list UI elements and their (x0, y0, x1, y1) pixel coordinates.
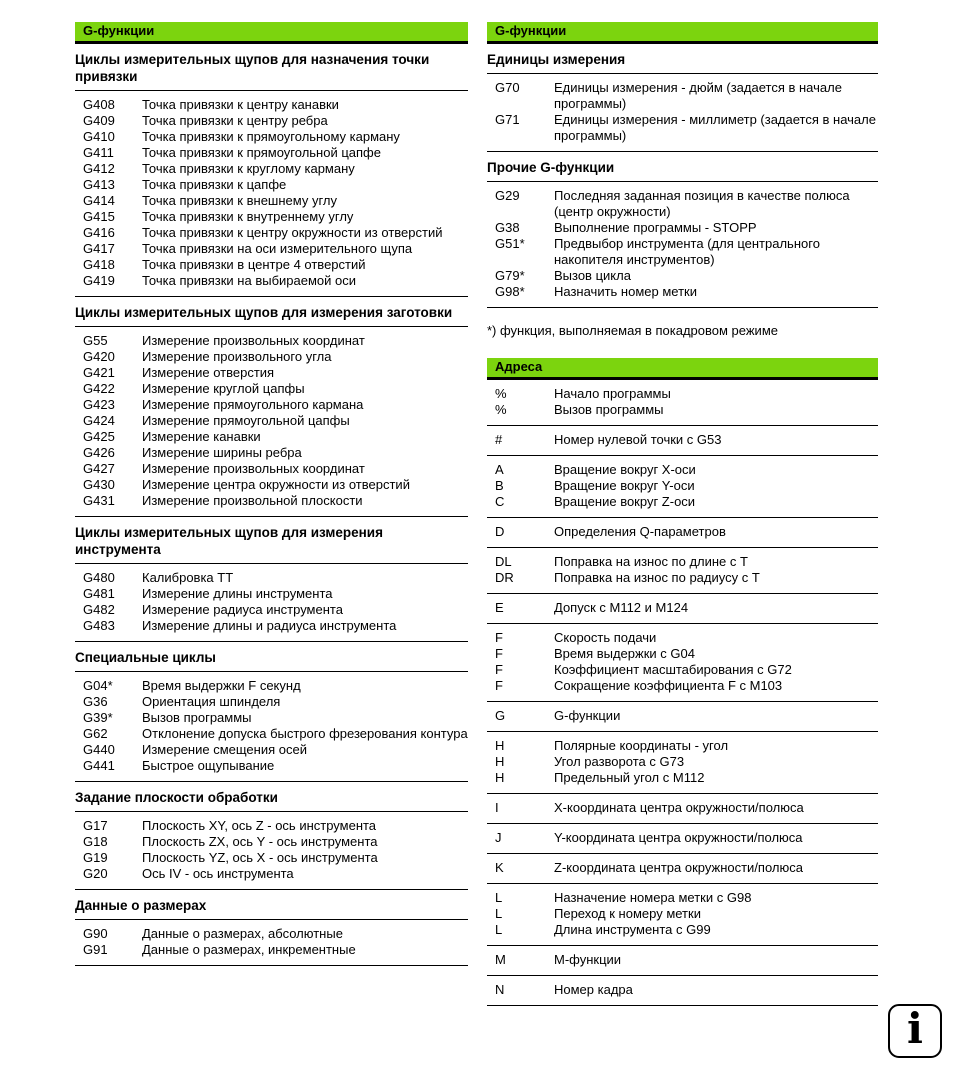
code-cell: G482 (83, 602, 115, 617)
table-row (487, 678, 878, 694)
table-row (75, 570, 468, 586)
description-cell: Ориентация шпинделя (142, 694, 281, 709)
code-cell: I (495, 800, 499, 815)
description-cell: Предвыбор инструмента (для центрального накопителя инструментов) (554, 236, 820, 267)
table-row (487, 478, 878, 494)
code-cell: G29 (495, 188, 520, 203)
description-cell: Последняя заданная позиция в качестве полюса (центр окружности) (554, 188, 850, 219)
table-row (75, 397, 468, 413)
code-cell: C (495, 494, 505, 509)
description-cell: Вращение вокруг Y-оси (554, 478, 695, 493)
description-cell: Вращение вокруг X-оси (554, 462, 696, 477)
group-heading: Единицы измерения (487, 44, 878, 74)
description-cell: Вызов программы (142, 710, 252, 725)
section-banner: G-функции (487, 22, 878, 44)
table-row (75, 225, 468, 241)
description-cell: Измерение круглой цапфы (142, 381, 305, 396)
description-cell: Вращение вокруг Z-оси (554, 494, 696, 509)
code-table (75, 564, 468, 642)
table-row (75, 758, 468, 774)
code-cell: G19 (83, 850, 108, 865)
table-row (75, 381, 468, 397)
table-row (487, 402, 878, 418)
description-cell: Измерение радиуса инструмента (142, 602, 343, 617)
table-row (75, 161, 468, 177)
description-cell: Измерение отверстия (142, 365, 275, 380)
code-table (487, 732, 878, 794)
description-cell: M-функции (554, 952, 622, 967)
table-row (487, 800, 878, 816)
description-cell: X-координата центра окружности/полюса (554, 800, 804, 815)
code-table (487, 518, 878, 548)
left-column (75, 22, 468, 966)
description-cell: Измерение смещения осей (142, 742, 307, 757)
table-row (487, 922, 878, 938)
code-cell: E (495, 600, 504, 615)
table-row (487, 570, 878, 586)
table-row (487, 386, 878, 402)
table-row (487, 188, 878, 220)
code-cell: G90 (83, 926, 108, 941)
description-cell: Точка привязки к внутреннему углу (142, 209, 354, 224)
code-cell: F (495, 646, 503, 661)
code-cell: G415 (83, 209, 115, 224)
code-cell: N (495, 982, 505, 997)
description-cell: Время выдержки F секунд (142, 678, 301, 693)
description-cell: Угол разворота с G73 (554, 754, 685, 769)
table-row (487, 284, 878, 300)
description-cell: Точка привязки к прямоугольному карману (142, 129, 400, 144)
description-cell: Плоскость YZ, ось X - ось инструмента (142, 850, 378, 865)
code-cell: L (495, 906, 503, 921)
code-cell: G98* (495, 284, 525, 299)
description-cell: Поправка на износ по длине с T (554, 554, 748, 569)
description-cell: Длина инструмента с G99 (554, 922, 711, 937)
code-table (487, 456, 878, 518)
description-cell: Сокращение коэффициента F с M103 (554, 678, 783, 693)
code-table (487, 380, 878, 426)
code-cell: G414 (83, 193, 115, 208)
description-cell: Точка привязки к прямоугольной цапфе (142, 145, 381, 160)
table-row (75, 726, 468, 742)
table-row (75, 818, 468, 834)
description-cell: Калибровка TT (142, 570, 234, 585)
table-row (487, 630, 878, 646)
group-heading: Специальные циклы (75, 642, 468, 672)
description-cell: Номер кадра (554, 982, 633, 997)
table-row (75, 177, 468, 193)
code-cell: G411 (83, 145, 114, 160)
code-cell: G62 (83, 726, 108, 741)
code-table (487, 548, 878, 594)
table-row (75, 493, 468, 509)
description-cell: Назначение номера метки с G98 (554, 890, 752, 905)
group-heading: Циклы измерительных щупов для измерения заготовки (75, 297, 468, 327)
description-cell: Начало программы (554, 386, 671, 401)
description-cell: Измерение канавки (142, 429, 261, 444)
code-cell: G441 (83, 758, 115, 773)
description-cell: Точка привязки на оси измерительного щупа (142, 241, 413, 256)
description-cell: Переход к номеру метки (554, 906, 701, 921)
table-row (75, 710, 468, 726)
code-cell: G423 (83, 397, 115, 412)
code-cell: L (495, 922, 503, 937)
description-cell: Измерение длины инструмента (142, 586, 333, 601)
code-cell: G20 (83, 866, 108, 881)
description-cell: Измерение произвольных координат (142, 461, 365, 476)
code-table (487, 854, 878, 884)
code-table (487, 824, 878, 854)
code-table (487, 884, 878, 946)
code-cell: G410 (83, 129, 115, 144)
description-cell: Поправка на износ по радиусу с T (554, 570, 760, 585)
description-cell: Измерение прямоугольного кармана (142, 397, 364, 412)
table-row (487, 646, 878, 662)
code-cell: G418 (83, 257, 115, 272)
description-cell: Z-координата центра окружности/полюса (554, 860, 803, 875)
table-row (75, 477, 468, 493)
table-row (75, 209, 468, 225)
code-cell: G431 (83, 493, 115, 508)
code-cell: G79* (495, 268, 525, 283)
table-row (75, 742, 468, 758)
code-table (75, 91, 468, 297)
table-row (487, 770, 878, 786)
code-cell: D (495, 524, 505, 539)
code-cell: G420 (83, 349, 115, 364)
code-cell: DL (495, 554, 512, 569)
group-heading: Прочие G-функции (487, 152, 878, 182)
description-cell: Предельный угол с M112 (554, 770, 705, 785)
description-cell: Измерение прямоугольной цапфы (142, 413, 350, 428)
table-row (487, 860, 878, 876)
table-row (75, 333, 468, 349)
section-banner: G-функции (75, 22, 468, 44)
code-cell: H (495, 738, 505, 753)
code-cell: G422 (83, 381, 115, 396)
code-cell: G70 (495, 80, 520, 95)
code-cell: G17 (83, 818, 108, 833)
code-table (487, 794, 878, 824)
table-row (75, 413, 468, 429)
description-cell: Y-координата центра окружности/полюса (554, 830, 803, 845)
code-cell: G71 (495, 112, 520, 127)
table-row (75, 866, 468, 882)
table-row (487, 708, 878, 724)
code-cell: G440 (83, 742, 115, 757)
footnote: *) функция, выполняемая в покадровом режиме (487, 323, 778, 338)
description-cell: Вызов цикла (554, 268, 631, 283)
description-cell: Плоскость ZX, ось Y - ось инструмента (142, 834, 378, 849)
code-table (487, 74, 878, 152)
code-cell: G39* (83, 710, 113, 725)
code-cell: G91 (83, 942, 108, 957)
info-icon-glyph: i (907, 1004, 923, 1053)
code-table (487, 426, 878, 456)
code-cell: L (495, 890, 503, 905)
table-row (487, 754, 878, 770)
code-cell: G18 (83, 834, 108, 849)
description-cell: Точка привязки к внешнему углу (142, 193, 337, 208)
description-cell: Измерение длины и радиуса инструмента (142, 618, 397, 633)
code-cell: G38 (495, 220, 520, 235)
code-cell: G480 (83, 570, 115, 585)
table-row (75, 429, 468, 445)
table-row (487, 462, 878, 478)
table-row (75, 942, 468, 958)
table-row (75, 257, 468, 273)
code-cell: G425 (83, 429, 115, 444)
code-cell: G (495, 708, 506, 723)
table-row (487, 268, 878, 284)
group-heading: Данные о размерах (75, 890, 468, 920)
description-cell: Назначить номер метки (554, 284, 697, 299)
code-cell: G51* (495, 236, 525, 251)
table-row (487, 890, 878, 906)
description-cell: Вызов программы (554, 402, 664, 417)
code-cell: G417 (83, 241, 115, 256)
code-cell: G55 (83, 333, 108, 348)
code-table (487, 946, 878, 976)
code-cell: B (495, 478, 504, 493)
code-cell: H (495, 754, 505, 769)
table-row (75, 129, 468, 145)
code-cell: % (495, 402, 507, 417)
code-cell: G481 (83, 586, 115, 601)
description-cell: Точка привязки на выбираемой оси (142, 273, 357, 288)
table-row (75, 694, 468, 710)
description-cell: Допуск с M112 и M124 (554, 600, 689, 615)
code-cell: G408 (83, 97, 115, 112)
code-table (487, 182, 878, 308)
description-cell: Точка привязки к круглому карману (142, 161, 355, 176)
table-row (75, 586, 468, 602)
group-heading: Задание плоскости обработки (75, 782, 468, 812)
description-cell: Измерение произвольного угла (142, 349, 332, 364)
description-cell: Выполнение программы - STOPP (554, 220, 757, 235)
table-row (487, 600, 878, 616)
table-row (487, 432, 878, 448)
group-heading: Циклы измерительных щупов для измерения инструмента (75, 517, 468, 564)
table-row (75, 926, 468, 942)
info-icon (888, 1004, 942, 1058)
table-row (75, 365, 468, 381)
code-cell: G04* (83, 678, 113, 693)
table-row (75, 602, 468, 618)
table-row (75, 850, 468, 866)
description-cell: Точка привязки к центру канавки (142, 97, 339, 112)
code-table (487, 702, 878, 732)
section-banner: Адреса (487, 358, 878, 380)
table-row (487, 982, 878, 998)
code-cell: G421 (83, 365, 115, 380)
table-row (75, 445, 468, 461)
code-table (487, 624, 878, 702)
code-cell: F (495, 678, 503, 693)
code-cell: DR (495, 570, 514, 585)
code-cell: G426 (83, 445, 115, 460)
code-table (487, 976, 878, 1006)
table-row (487, 554, 878, 570)
table-row (75, 349, 468, 365)
description-cell: Плоскость XY, ось Z - ось инструмента (142, 818, 377, 833)
table-row (487, 112, 878, 144)
code-table (75, 672, 468, 782)
description-cell: Данные о размерах, абсолютные (142, 926, 343, 941)
table-row (487, 220, 878, 236)
code-cell: H (495, 770, 505, 785)
code-cell: F (495, 662, 503, 677)
description-cell: Единицы измерения - миллиметр (задается в начале программы) (554, 112, 876, 143)
description-cell: Точка привязки к центру окружности из отверстий (142, 225, 443, 240)
group-heading: Циклы измерительных щупов для назначения точки привязки (75, 44, 468, 91)
code-cell: A (495, 462, 504, 477)
code-table (487, 594, 878, 624)
code-cell: # (495, 432, 503, 447)
description-cell: Измерение произвольных координат (142, 333, 365, 348)
description-cell: Скорость подачи (554, 630, 657, 645)
code-cell: G424 (83, 413, 115, 428)
code-cell: K (495, 860, 504, 875)
code-cell: G419 (83, 273, 115, 288)
right-column (487, 22, 878, 1006)
code-cell: F (495, 630, 503, 645)
code-cell: G427 (83, 461, 115, 476)
table-row (75, 461, 468, 477)
description-cell: Точка привязки к цапфе (142, 177, 287, 192)
table-row (487, 236, 878, 268)
code-cell: G416 (83, 225, 115, 240)
description-cell: Данные о размерах, инкрементные (142, 942, 356, 957)
table-row (487, 80, 878, 112)
code-cell: G430 (83, 477, 115, 492)
description-cell: Измерение ширины ребра (142, 445, 302, 460)
code-cell: J (495, 830, 502, 845)
table-row (75, 273, 468, 289)
table-row (487, 524, 878, 540)
table-row (75, 834, 468, 850)
table-row (487, 738, 878, 754)
description-cell: Коэффициент масштабирования с G72 (554, 662, 792, 677)
code-table (75, 920, 468, 966)
description-cell: G-функции (554, 708, 621, 723)
table-row (75, 678, 468, 694)
table-row (75, 113, 468, 129)
table-row (75, 241, 468, 257)
table-row (75, 97, 468, 113)
code-cell: G412 (83, 161, 115, 176)
table-row (75, 193, 468, 209)
description-cell: Измерение произвольной плоскости (142, 493, 363, 508)
description-cell: Измерение центра окружности из отверстий (142, 477, 410, 492)
code-table (75, 327, 468, 517)
description-cell: Быстрое ощупывание (142, 758, 275, 773)
code-cell: G483 (83, 618, 115, 633)
description-cell: Точка привязки к центру ребра (142, 113, 328, 128)
table-row (487, 952, 878, 968)
table-row (487, 494, 878, 510)
description-cell: Отклонение допуска быстрого фрезерования контура (142, 726, 468, 741)
table-row (75, 145, 468, 161)
description-cell: Время выдержки с G04 (554, 646, 695, 661)
description-cell: Номер нулевой точки с G53 (554, 432, 722, 447)
description-cell: Ось IV - ось инструмента (142, 866, 294, 881)
code-cell: % (495, 386, 507, 401)
description-cell: Единицы измерения - дюйм (задается в начале программы) (554, 80, 842, 111)
code-cell: G36 (83, 694, 108, 709)
code-cell: M (495, 952, 506, 967)
code-cell: G409 (83, 113, 115, 128)
table-row (75, 618, 468, 634)
description-cell: Точка привязки в центре 4 отверстий (142, 257, 366, 272)
table-row (487, 662, 878, 678)
code-table (75, 812, 468, 890)
table-row (487, 906, 878, 922)
code-cell: G413 (83, 177, 115, 192)
table-row (487, 830, 878, 846)
description-cell: Полярные координаты - угол (554, 738, 729, 753)
description-cell: Определения Q-параметров (554, 524, 726, 539)
